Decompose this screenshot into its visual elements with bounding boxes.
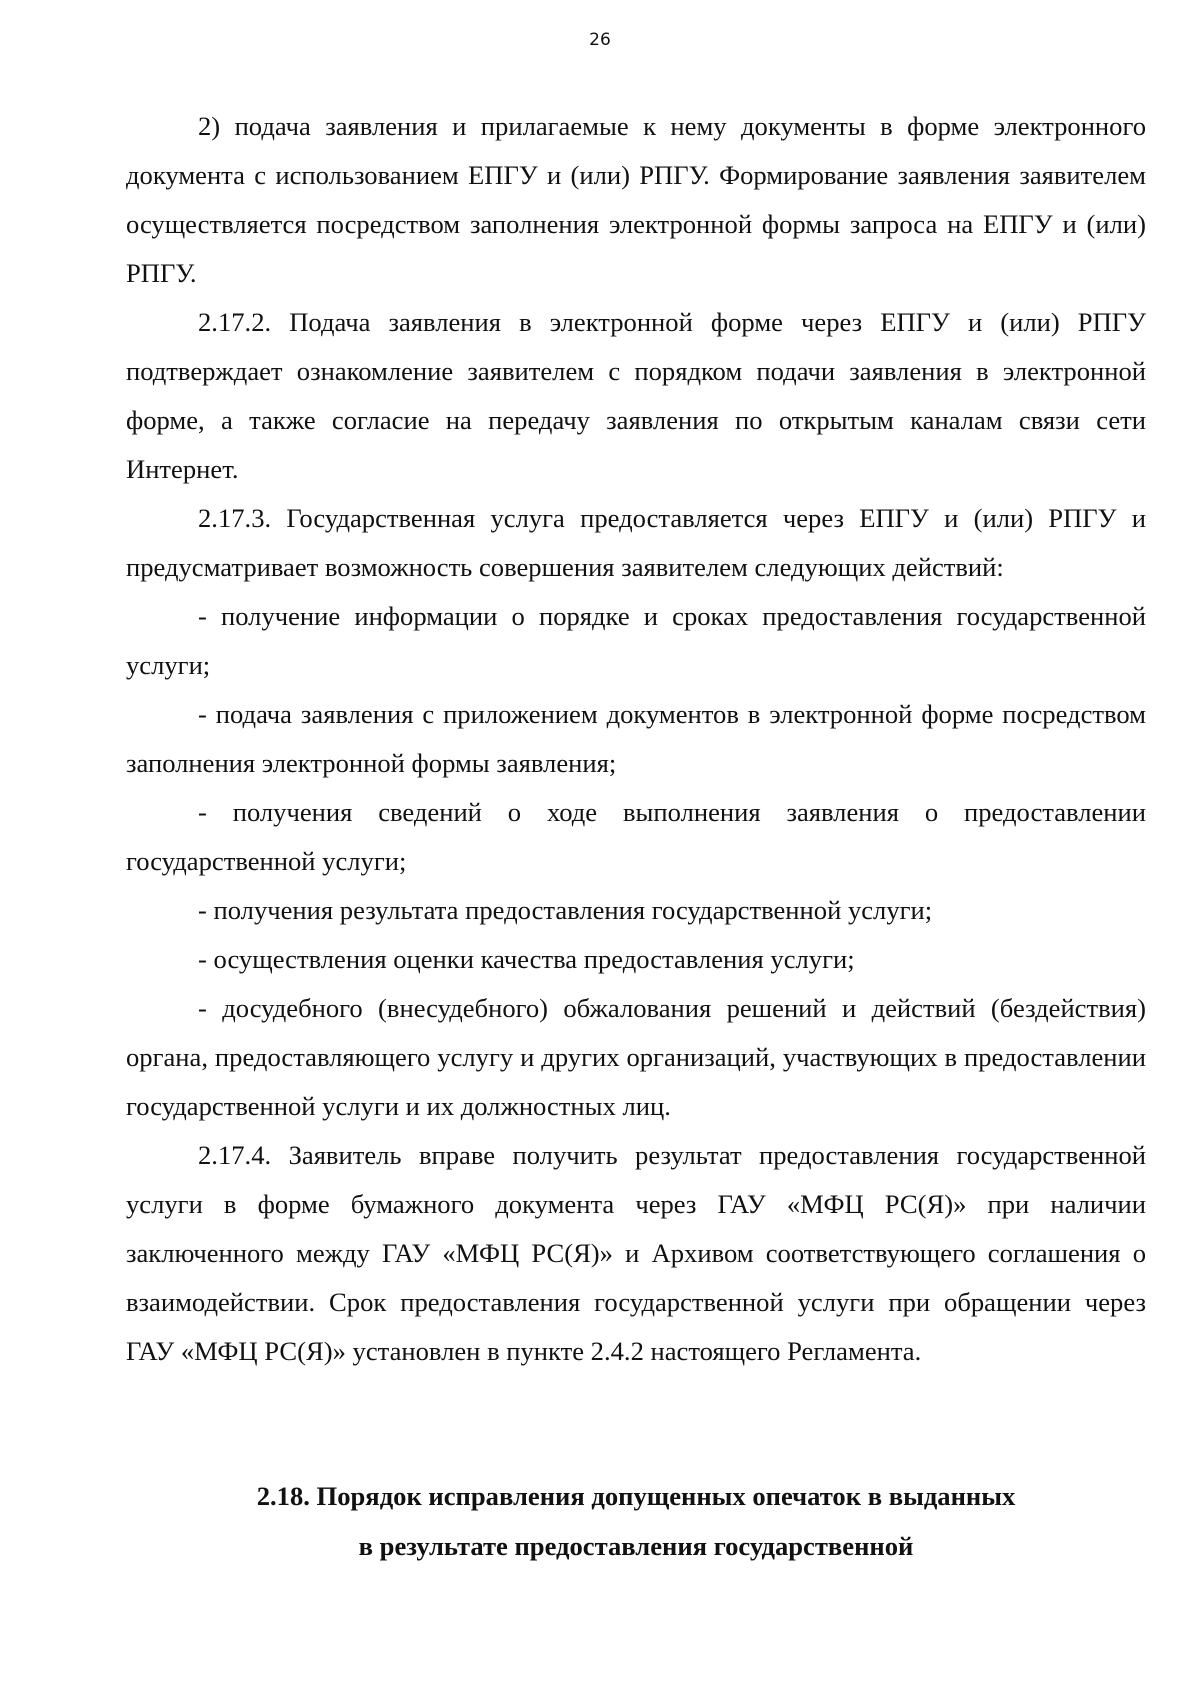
paragraph-2-17-4: 2.17.4. Заявитель вправе получить результат предоставления государственной услуги в форме бумажного документа через ГАУ «МФЦ РС(Я)» при наличии заключенного между ГАУ «МФЦ РС(Я)» и Архивом соответствующего соглашения о взаимодействии. Срок предоставления государственной услуги при обращении через ГАУ «МФЦ РС(Я)» установлен в пункте 2.4.2 настоящего Регламента. <box>126 1140 1146 1366</box>
paragraph-2-17-2: 2.17.2. Подача заявления в электронной форме через ЕПГУ и (или) РПГУ подтверждает ознакомление заявителем с порядком подачи заявления в электронной форме, а также согласие на передачу заявления по открытым каналам связи сети Интернет. <box>126 307 1146 484</box>
list-item-information: - получение информации о порядке и сроках предоставления государственной услуги; <box>126 601 1146 680</box>
heading-line-2: в результате предоставления государственной <box>358 1531 914 1561</box>
heading-line-1: 2.18. Порядок исправления допущенных опечаток в выданных <box>256 1481 1016 1511</box>
list-item-appeal: - досудебного (внесудебного) обжалования решений и действий (бездействия) органа, предоставляющего услугу и других организаций, участвующих в предоставлении государственной услуги и их должностных лиц. <box>126 993 1146 1121</box>
paragraph-2-17-3: 2.17.3. Государственная услуга предоставляется через ЕПГУ и (или) РПГУ и предусматривает возможность совершения заявителем следующих действий: <box>126 503 1146 582</box>
list-item-result: - получения результата предоставления государственной услуги; <box>198 895 933 925</box>
list-item-submission: - подача заявления с приложением документов в электронной форме посредством заполнения электронной формы заявления; <box>126 699 1146 778</box>
section-heading-2-18 <box>126 1471 1146 1571</box>
document-body <box>126 102 1146 1376</box>
list-item-quality: - осуществления оценки качества предоставления услуги; <box>198 944 855 974</box>
page-number: 26 <box>589 30 611 50</box>
list-item-status: - получения сведений о ходе выполнения заявления о предоставлении государственной услуги; <box>126 797 1146 876</box>
paragraph-electronic-submission: 2) подача заявления и прилагаемые к нему документы в форме электронного документа с использованием ЕПГУ и (или) РПГУ. Формирование заявления заявителем осуществляется посредством заполнения электронной формы запроса на ЕПГУ и (или) РПГУ. <box>126 111 1146 288</box>
